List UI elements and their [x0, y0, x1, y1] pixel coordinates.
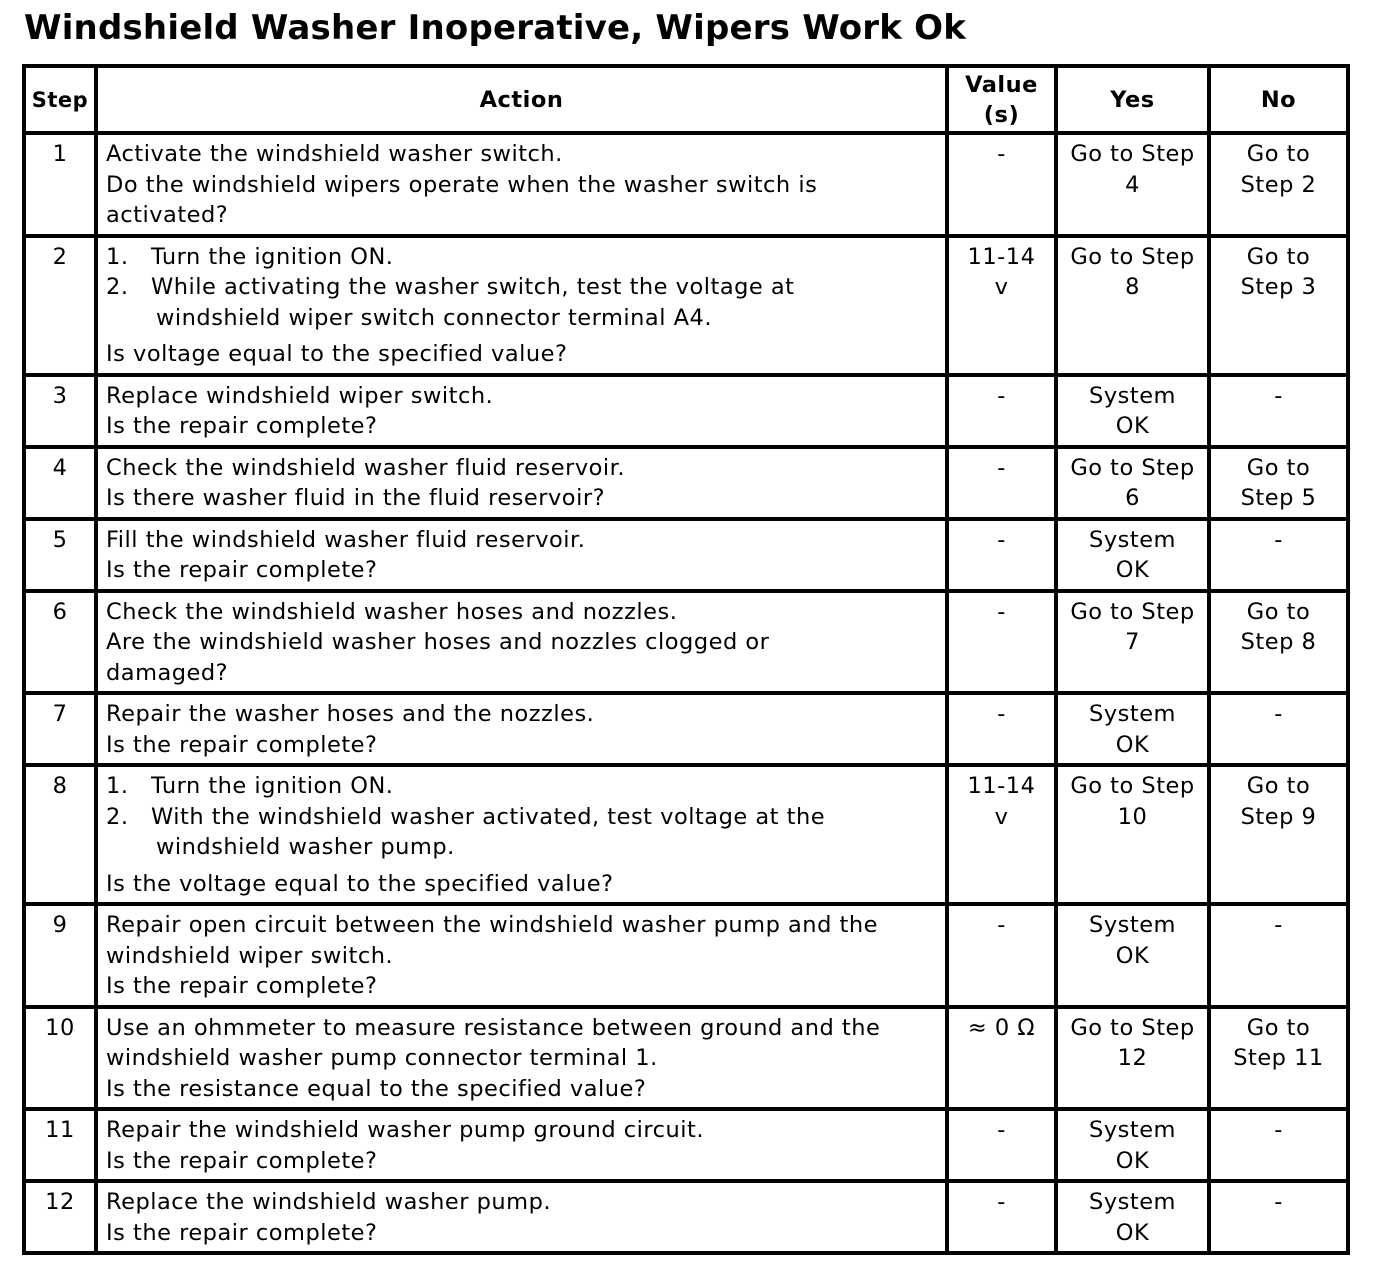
diagnostic-table	[22, 64, 1350, 1255]
action-cell	[96, 693, 947, 765]
yes-cell	[1056, 375, 1209, 447]
no-text: Step 11	[1233, 1045, 1324, 1071]
step-cell: 3	[24, 375, 96, 447]
yes-text: 8	[1125, 274, 1140, 300]
action-line: Are the windshield washer hoses and nozzles clogged or	[106, 629, 770, 655]
header-value-line-2: (s)	[983, 101, 1020, 128]
value-text: v	[994, 803, 1009, 830]
yes-text: System	[1089, 1189, 1176, 1215]
yes-cell	[1056, 765, 1209, 904]
no-text: -	[1274, 382, 1283, 409]
no-cell	[1209, 447, 1348, 519]
action-cell	[96, 133, 947, 236]
no-text: Step 5	[1240, 485, 1317, 511]
yes-cell	[1056, 1007, 1209, 1110]
no-text: Go to	[1246, 454, 1311, 481]
action-line: Is the repair complete?	[106, 1147, 378, 1174]
header-no: No	[1209, 66, 1348, 133]
substep-text: Turn the ignition ON.	[151, 773, 394, 799]
no-cell	[1209, 133, 1348, 236]
yes-text: 6	[1125, 485, 1140, 511]
step-cell: 9	[24, 904, 96, 1007]
yes-cell	[1056, 1109, 1209, 1181]
value-text: ≈ 0 Ω	[967, 1014, 1036, 1041]
header-step: Step	[24, 66, 96, 133]
action-line: Do the windshield wipers operate when the washer switch is	[106, 171, 818, 198]
step-cell: 4	[24, 447, 96, 519]
action-line: Repair open circuit between the windshield washer pump and the	[106, 912, 878, 938]
action-question: Is the voltage equal to the specified value?	[106, 870, 614, 897]
yes-text: System	[1089, 1117, 1176, 1143]
yes-cell	[1056, 133, 1209, 236]
step-cell: 10	[24, 1007, 96, 1110]
table-header-row	[24, 66, 1348, 133]
yes-text: OK	[1115, 557, 1150, 583]
no-text: -	[1274, 701, 1283, 727]
yes-text: 12	[1117, 1045, 1148, 1071]
no-cell	[1209, 591, 1348, 694]
yes-text: OK	[1115, 413, 1150, 439]
step-cell: 1	[24, 133, 96, 236]
substep-item	[106, 272, 939, 333]
table-row	[24, 236, 1348, 375]
yes-text: Go to Step	[1070, 454, 1195, 481]
no-text: -	[1274, 526, 1283, 553]
no-cell	[1209, 765, 1348, 904]
action-line: Is there washer fluid in the fluid reservoir?	[106, 485, 606, 511]
no-text: -	[1274, 912, 1283, 938]
value-cell	[947, 1109, 1056, 1181]
substep-number: 2.	[106, 274, 129, 300]
table-row	[24, 904, 1348, 1007]
yes-text: System	[1089, 701, 1176, 727]
substep-text: windshield washer pump.	[156, 834, 455, 860]
action-line: damaged?	[106, 659, 229, 686]
value-cell	[947, 693, 1056, 765]
substep-number: 1.	[106, 243, 129, 270]
step-cell: 12	[24, 1181, 96, 1253]
value-cell	[947, 133, 1056, 236]
yes-cell	[1056, 591, 1209, 694]
action-line: Replace windshield wiper switch.	[106, 382, 494, 409]
yes-text: Go to Step	[1070, 773, 1195, 799]
action-cell	[96, 591, 947, 694]
yes-text: OK	[1115, 1219, 1150, 1246]
yes-text: System	[1089, 526, 1176, 553]
yes-text: System	[1089, 382, 1176, 409]
no-text: Step 8	[1240, 629, 1317, 655]
value-text: -	[997, 141, 1006, 167]
table-row	[24, 375, 1348, 447]
value-cell	[947, 591, 1056, 694]
yes-cell	[1056, 447, 1209, 519]
value-text: 11-14	[967, 243, 1036, 270]
step-cell: 6	[24, 591, 96, 694]
table-row	[24, 693, 1348, 765]
yes-text: 4	[1125, 171, 1140, 198]
action-cell	[96, 1007, 947, 1110]
action-line: Fill the windshield washer fluid reservoir.	[106, 526, 586, 553]
value-cell	[947, 447, 1056, 519]
no-text: -	[1274, 1189, 1283, 1215]
yes-text: OK	[1115, 942, 1150, 969]
no-text: Go to	[1246, 598, 1311, 625]
step-cell: 8	[24, 765, 96, 904]
no-text: Go to	[1246, 243, 1311, 270]
yes-cell	[1056, 693, 1209, 765]
substep-text: With the windshield washer activated, test voltage at the	[151, 803, 826, 830]
yes-cell	[1056, 904, 1209, 1007]
table-row	[24, 519, 1348, 591]
value-text: -	[997, 1189, 1006, 1215]
action-line: Is the repair complete?	[106, 1219, 378, 1246]
table-row	[24, 1109, 1348, 1181]
value-cell	[947, 1181, 1056, 1253]
value-text: -	[997, 701, 1006, 727]
substep-text: windshield wiper switch connector terminal A4.	[156, 304, 712, 331]
substep-item	[106, 242, 939, 273]
table-row	[24, 133, 1348, 236]
action-line: Is the resistance equal to the specified value?	[106, 1075, 647, 1102]
value-cell	[947, 519, 1056, 591]
table-row	[24, 591, 1348, 694]
action-cell	[96, 904, 947, 1007]
yes-text: Go to Step	[1070, 141, 1195, 167]
action-line: Is the repair complete?	[106, 973, 378, 999]
action-line: Repair the washer hoses and the nozzles.	[106, 701, 595, 727]
step-cell: 7	[24, 693, 96, 765]
yes-text: 7	[1125, 629, 1140, 655]
action-line: Use an ohmmeter to measure resistance between ground and the	[106, 1014, 881, 1041]
value-cell	[947, 904, 1056, 1007]
action-line: windshield wiper switch.	[106, 942, 394, 969]
page-title: Windshield Washer Inoperative, Wipers Work Ok	[24, 8, 967, 48]
yes-text: 10	[1117, 803, 1148, 830]
no-text: Go to	[1246, 141, 1311, 167]
table-body	[24, 133, 1348, 1253]
yes-text: OK	[1115, 731, 1150, 758]
substep-text: Turn the ignition ON.	[151, 243, 394, 270]
action-cell	[96, 519, 947, 591]
substep-item	[106, 802, 939, 863]
header-yes: Yes	[1056, 66, 1209, 133]
value-text: -	[997, 526, 1006, 553]
yes-text: Go to Step	[1070, 598, 1195, 625]
no-text: Step 9	[1240, 803, 1317, 830]
table-row	[24, 765, 1348, 904]
yes-text: Go to Step	[1070, 1014, 1195, 1041]
no-text: -	[1274, 1117, 1283, 1143]
table-row	[24, 447, 1348, 519]
yes-text: OK	[1115, 1147, 1150, 1174]
substep-number: 1.	[106, 773, 129, 799]
yes-cell	[1056, 236, 1209, 375]
no-text: Go to	[1246, 1014, 1311, 1041]
substep-text: While activating the washer switch, test the voltage at	[151, 274, 795, 300]
action-line: Check the windshield washer fluid reservoir.	[106, 454, 626, 481]
header-value-line-1: Value	[965, 71, 1038, 98]
yes-cell	[1056, 519, 1209, 591]
value-text: -	[997, 598, 1006, 625]
value-cell	[947, 1007, 1056, 1110]
no-cell	[1209, 693, 1348, 765]
substep-item	[106, 771, 939, 802]
step-cell: 5	[24, 519, 96, 591]
action-line: Activate the windshield washer switch.	[106, 141, 563, 167]
no-cell	[1209, 1109, 1348, 1181]
yes-cell	[1056, 1181, 1209, 1253]
action-line: Is the repair complete?	[106, 557, 378, 583]
action-cell	[96, 1109, 947, 1181]
no-cell	[1209, 1007, 1348, 1110]
action-cell	[96, 236, 947, 375]
table-row	[24, 1181, 1348, 1253]
action-line: Replace the windshield washer pump.	[106, 1189, 551, 1215]
no-cell	[1209, 375, 1348, 447]
action-line: Is the repair complete?	[106, 731, 378, 758]
action-line: windshield washer pump connector terminal 1.	[106, 1045, 658, 1071]
no-cell	[1209, 519, 1348, 591]
action-cell	[96, 765, 947, 904]
no-text: Step 2	[1240, 171, 1317, 198]
substep-number: 2.	[106, 803, 129, 830]
value-cell	[947, 765, 1056, 904]
value-text: -	[997, 382, 1006, 409]
action-cell	[96, 1181, 947, 1253]
value-text: 11-14	[967, 773, 1036, 799]
value-text: -	[997, 454, 1006, 481]
action-line: Check the windshield washer hoses and nozzles.	[106, 598, 678, 625]
header-value	[947, 66, 1056, 133]
step-cell: 2	[24, 236, 96, 375]
value-cell	[947, 375, 1056, 447]
value-text: -	[997, 912, 1006, 938]
step-cell: 11	[24, 1109, 96, 1181]
action-question: Is voltage equal to the specified value?	[106, 341, 568, 367]
no-cell	[1209, 904, 1348, 1007]
header-action: Action	[96, 66, 947, 133]
no-text: Go to	[1246, 773, 1311, 799]
yes-text: Go to Step	[1070, 243, 1195, 270]
no-text: Step 3	[1240, 274, 1317, 300]
no-cell	[1209, 236, 1348, 375]
action-cell	[96, 447, 947, 519]
action-cell	[96, 375, 947, 447]
action-line: Is the repair complete?	[106, 413, 378, 439]
action-line: Repair the windshield washer pump ground circuit.	[106, 1117, 705, 1143]
action-line: activated?	[106, 202, 229, 228]
value-cell	[947, 236, 1056, 375]
value-text: v	[994, 274, 1009, 300]
table-row	[24, 1007, 1348, 1110]
no-cell	[1209, 1181, 1348, 1253]
yes-text: System	[1089, 912, 1176, 938]
value-text: -	[997, 1117, 1006, 1143]
